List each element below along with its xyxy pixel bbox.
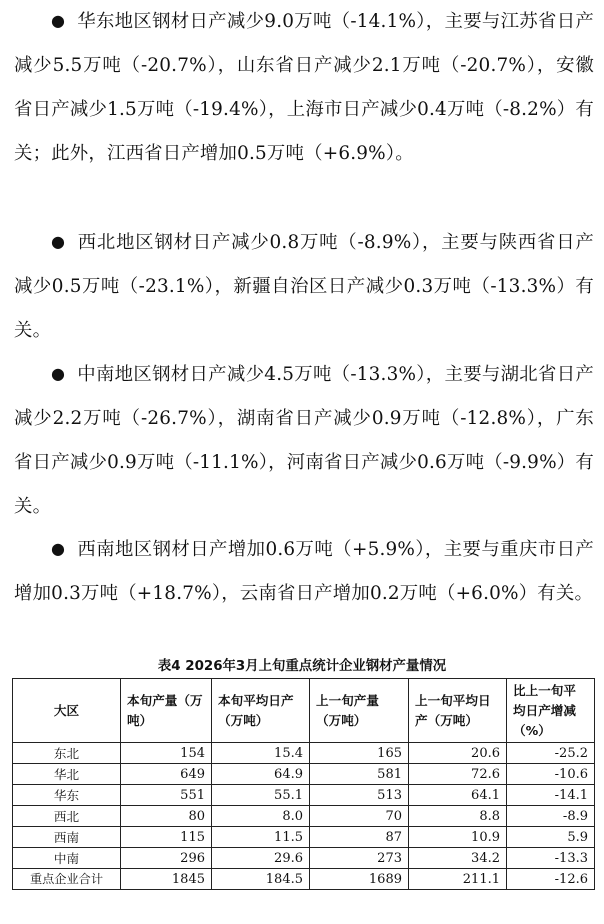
bullet-icon: ● [51,364,66,383]
cell-region: 中南 [13,848,121,869]
table-row [13,827,595,848]
cell-change-percent: -12.6 [507,869,595,890]
paragraph-east-china [14,0,594,176]
paragraph-southwest [14,528,594,616]
cell-current-output: 154 [121,743,212,764]
table-row [13,743,595,764]
cell-previous-daily-avg: 20.6 [409,743,507,764]
cell-current-daily-avg: 64.9 [212,764,310,785]
cell-previous-daily-avg: 211.1 [409,869,507,890]
header-region: 大区 [13,679,121,743]
table-total-row [13,869,595,890]
cell-previous-daily-avg: 64.1 [409,785,507,806]
bullet-icon: ● [51,539,66,558]
cell-change-percent: -25.2 [507,743,595,764]
cell-change-percent: 5.9 [507,827,595,848]
cell-current-daily-avg: 8.0 [212,806,310,827]
paragraph-text: 华东地区钢材日产减少9.0万吨（-14.1%），主要与江苏省日产减少5.5万吨（-20.7%），山东省日产减少2.1万吨（-20.7%），安徽省日产减少1.5万吨（-19.4%），上海市日产减少0.4万吨（-8.2%）有关；此外，江西省日产增加0.5万吨（+6.9%）。 [14,11,594,164]
cell-region: 重点企业合计 [13,869,121,890]
cell-change-percent: -14.1 [507,785,595,806]
cell-previous-output: 1689 [310,869,409,890]
cell-region: 东北 [13,743,121,764]
cell-previous-daily-avg: 34.2 [409,848,507,869]
table-caption: 表4 2026年3月上旬重点统计企业钢材产量情况 [157,659,447,674]
cell-change-percent: -8.9 [507,806,595,827]
cell-current-daily-avg: 29.6 [212,848,310,869]
cell-previous-output: 513 [310,785,409,806]
cell-previous-output: 70 [310,806,409,827]
paragraph-central-south [14,353,594,529]
cell-current-output: 296 [121,848,212,869]
cell-previous-output: 165 [310,743,409,764]
table-row [13,848,595,869]
header-change-percent: 比上一旬平均日产增减（%） [507,679,595,743]
header-previous-output: 上一旬产量（万吨） [310,679,409,743]
cell-current-output: 649 [121,764,212,785]
cell-current-output: 80 [121,806,212,827]
cell-region: 华东 [13,785,121,806]
paragraph-text: 西北地区钢材日产减少0.8万吨（-8.9%），主要与陕西省日产减少0.5万吨（-23.1%），新疆自治区日产减少0.3万吨（-13.3%）有关。 [14,232,594,341]
cell-previous-output: 87 [310,827,409,848]
cell-region: 华北 [13,764,121,785]
cell-current-daily-avg: 15.4 [212,743,310,764]
paragraph-northwest [14,221,594,353]
paragraph-text: 西南地区钢材日产增加0.6万吨（+5.9%），主要与重庆市日产增加0.3万吨（+18.7%），云南省日产增加0.2万吨（+6.0%）有关。 [14,539,594,604]
cell-current-daily-avg: 184.5 [212,869,310,890]
cell-region: 西南 [13,827,121,848]
bullet-icon: ● [51,232,66,251]
cell-current-output: 115 [121,827,212,848]
cell-previous-daily-avg: 8.8 [409,806,507,827]
table-row [13,764,595,785]
table-row [13,806,595,827]
table-header-row [13,679,595,743]
cell-current-daily-avg: 11.5 [212,827,310,848]
cell-current-daily-avg: 55.1 [212,785,310,806]
cell-previous-output: 273 [310,848,409,869]
steel-output-table [12,678,595,890]
cell-current-output: 1845 [121,869,212,890]
cell-previous-daily-avg: 10.9 [409,827,507,848]
cell-change-percent: -13.3 [507,848,595,869]
cell-change-percent: -10.6 [507,764,595,785]
table-row [13,785,595,806]
cell-previous-output: 581 [310,764,409,785]
cell-region: 西北 [13,806,121,827]
header-previous-daily-avg: 上一旬平均日产（万吨） [409,679,507,743]
bullet-icon: ● [51,11,66,30]
header-current-output: 本旬产量（万吨） [121,679,212,743]
paragraph-text: 中南地区钢材日产减少4.5万吨（-13.3%），主要与湖北省日产减少2.2万吨（-26.7%），湖南省日产减少0.9万吨（-12.8%），广东省日产减少0.9万吨（-11.1%），河南省日产减少0.6万吨（-9.9%）有关。 [14,364,594,517]
header-current-daily-avg: 本旬平均日产（万吨） [212,679,310,743]
cell-previous-daily-avg: 72.6 [409,764,507,785]
cell-current-output: 551 [121,785,212,806]
